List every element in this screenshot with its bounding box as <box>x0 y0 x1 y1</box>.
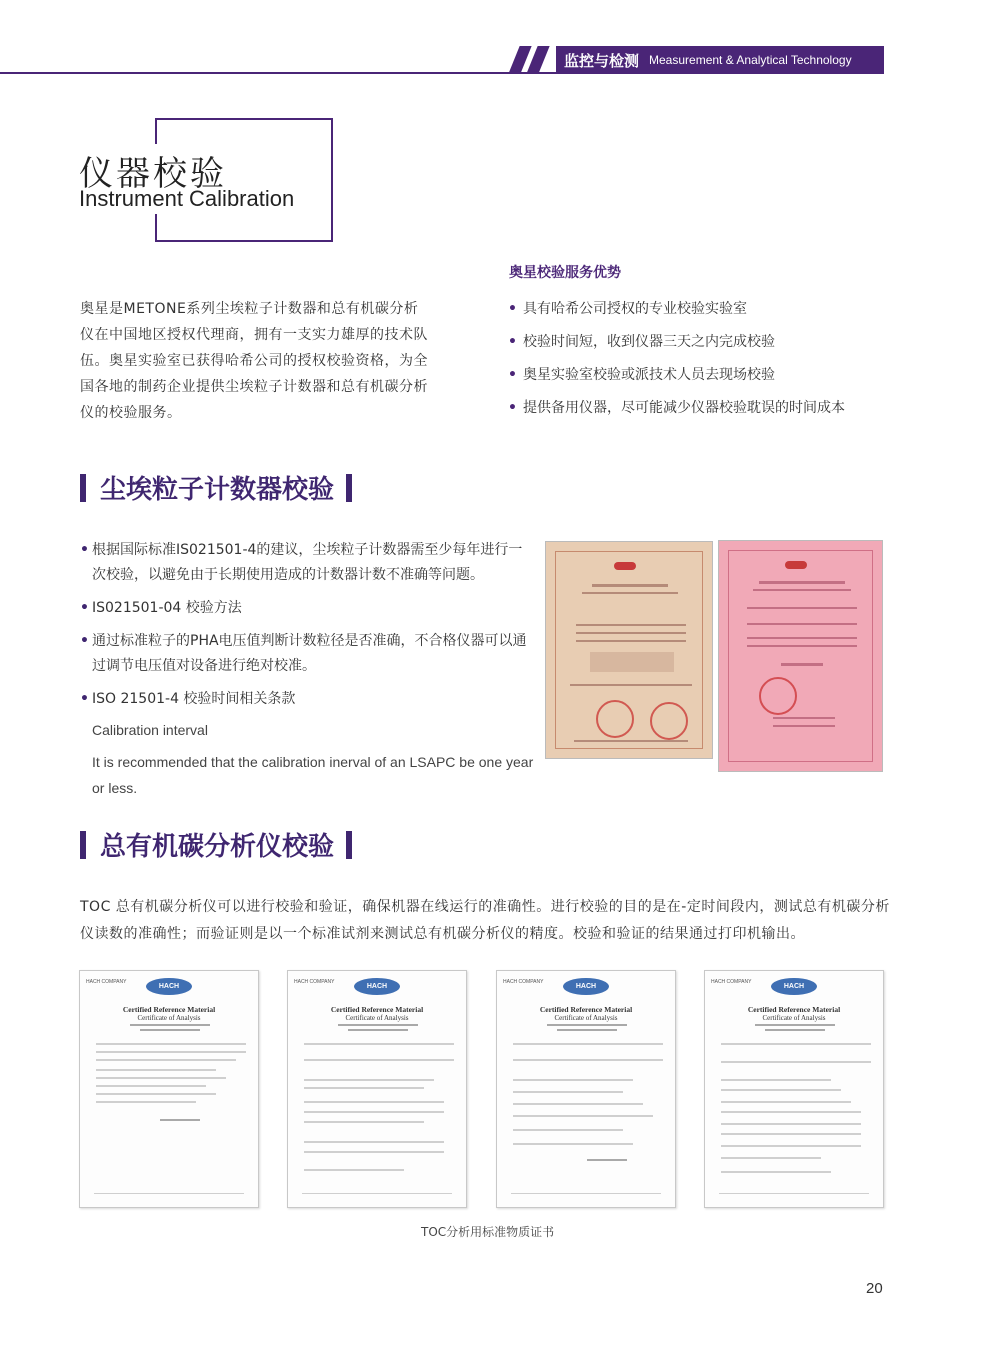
list-item: • 通过标准粒子的PHA电压值判断计数粒径是否准确，不合格仪器可以通过调节电压值对设备进行绝对校准。 <box>80 633 527 674</box>
certificate-logo <box>785 561 807 569</box>
page-subtitle: Instrument Calibration <box>79 186 295 211</box>
advantages-list <box>508 296 888 428</box>
toc-certificate-image: HACH COMPANY HACH Certified Reference Material Certificate of Analysis <box>79 970 259 1208</box>
hach-logo: HACH <box>146 978 192 995</box>
header-banner <box>500 46 884 74</box>
toc-certificate-image: HACH COMPANY HACH Certified Reference Material Certificate of Analysis <box>496 970 676 1208</box>
hach-logo: HACH <box>354 978 400 995</box>
page-number: 20 <box>866 1280 883 1297</box>
list-item: • 具有哈希公司授权的专业校验实验室 <box>508 301 747 317</box>
toc-certificate-image: HACH COMPANY HACH Certified Reference Material Certificate of Analysis <box>704 970 884 1208</box>
particle-counter-list <box>80 538 535 810</box>
section-bar <box>80 831 86 859</box>
certificate-image-service <box>718 540 883 772</box>
header-label-box <box>556 46 884 74</box>
list-item: • IS021501-04 校验方法 <box>80 600 242 616</box>
list-item: • ISO 21501-4 校验时间相关条款 <box>80 691 296 707</box>
list-item: • 根据国际标准IS021501-4的建议，尘埃粒子计数器需至少每年进行一次校验，以避免由于长期使用造成的计数器计数不准确等问题。 <box>80 542 523 583</box>
certificate-image-authorization <box>545 541 713 759</box>
certificate-logo <box>614 562 636 570</box>
hach-logo: HACH <box>563 978 609 995</box>
section-title-toc: 总有机碳分析仪校验 <box>80 826 352 863</box>
seal-stamp <box>759 677 797 715</box>
toc-certificate-image: HACH COMPANY HACH Certified Reference Material Certificate of Analysis <box>287 970 467 1208</box>
toc-paragraph: TOC 总有机碳分析仪可以进行校验和验证，确保机器在线运行的准确性。进行校验的目的是在-定时间段内，测试总有机碳分析仪读数的准确性；而验证则是以一个标准试剂来测试总有机碳分析仪的精度。校验和验证的结果通过打印机输出。 <box>80 899 890 942</box>
calibration-interval-text: It is recommended that the calibration inerval of an LSAPC be one year or less. <box>92 754 534 796</box>
header-section-en: Measurement & Analytical Technology <box>649 53 852 67</box>
section-title-particle-counter: 尘埃粒子计数器校验 <box>80 469 352 506</box>
list-item: • 提供备用仪器，尽可能减少仪器校验耽误的时间成本 <box>508 400 845 416</box>
hach-logo: HACH <box>771 978 817 995</box>
seal-stamp <box>596 700 634 738</box>
section-bar <box>346 474 352 502</box>
toc-certificates-caption: TOC分析用标准物质证书 <box>421 1225 555 1239</box>
section-bar <box>346 831 352 859</box>
list-item: • 奥星实验室校验或派技术人员去现场校验 <box>508 367 775 383</box>
list-item: • 校验时间短，收到仪器三天之内完成校验 <box>508 334 775 350</box>
advantages-title: 奥星校验服务优势 <box>509 265 621 281</box>
intro-paragraph: 奥星是METONE系列尘埃粒子计数器和总有机碳分析仪在中国地区授权代理商，拥有一支实力雄厚的技术队伍。奥星实验室已获得哈希公司的授权校验资格，为全国各地的制药企业提供尘埃粒子计数器和总有机碳分析仪的校验服务。 <box>80 301 428 421</box>
seal-stamp <box>650 702 688 740</box>
header-section-cn: 监控与检测 <box>564 51 640 70</box>
calibration-interval-heading: Calibration interval <box>92 722 208 738</box>
section-bar <box>80 474 86 502</box>
page-title: 仪器校验 <box>79 154 227 194</box>
